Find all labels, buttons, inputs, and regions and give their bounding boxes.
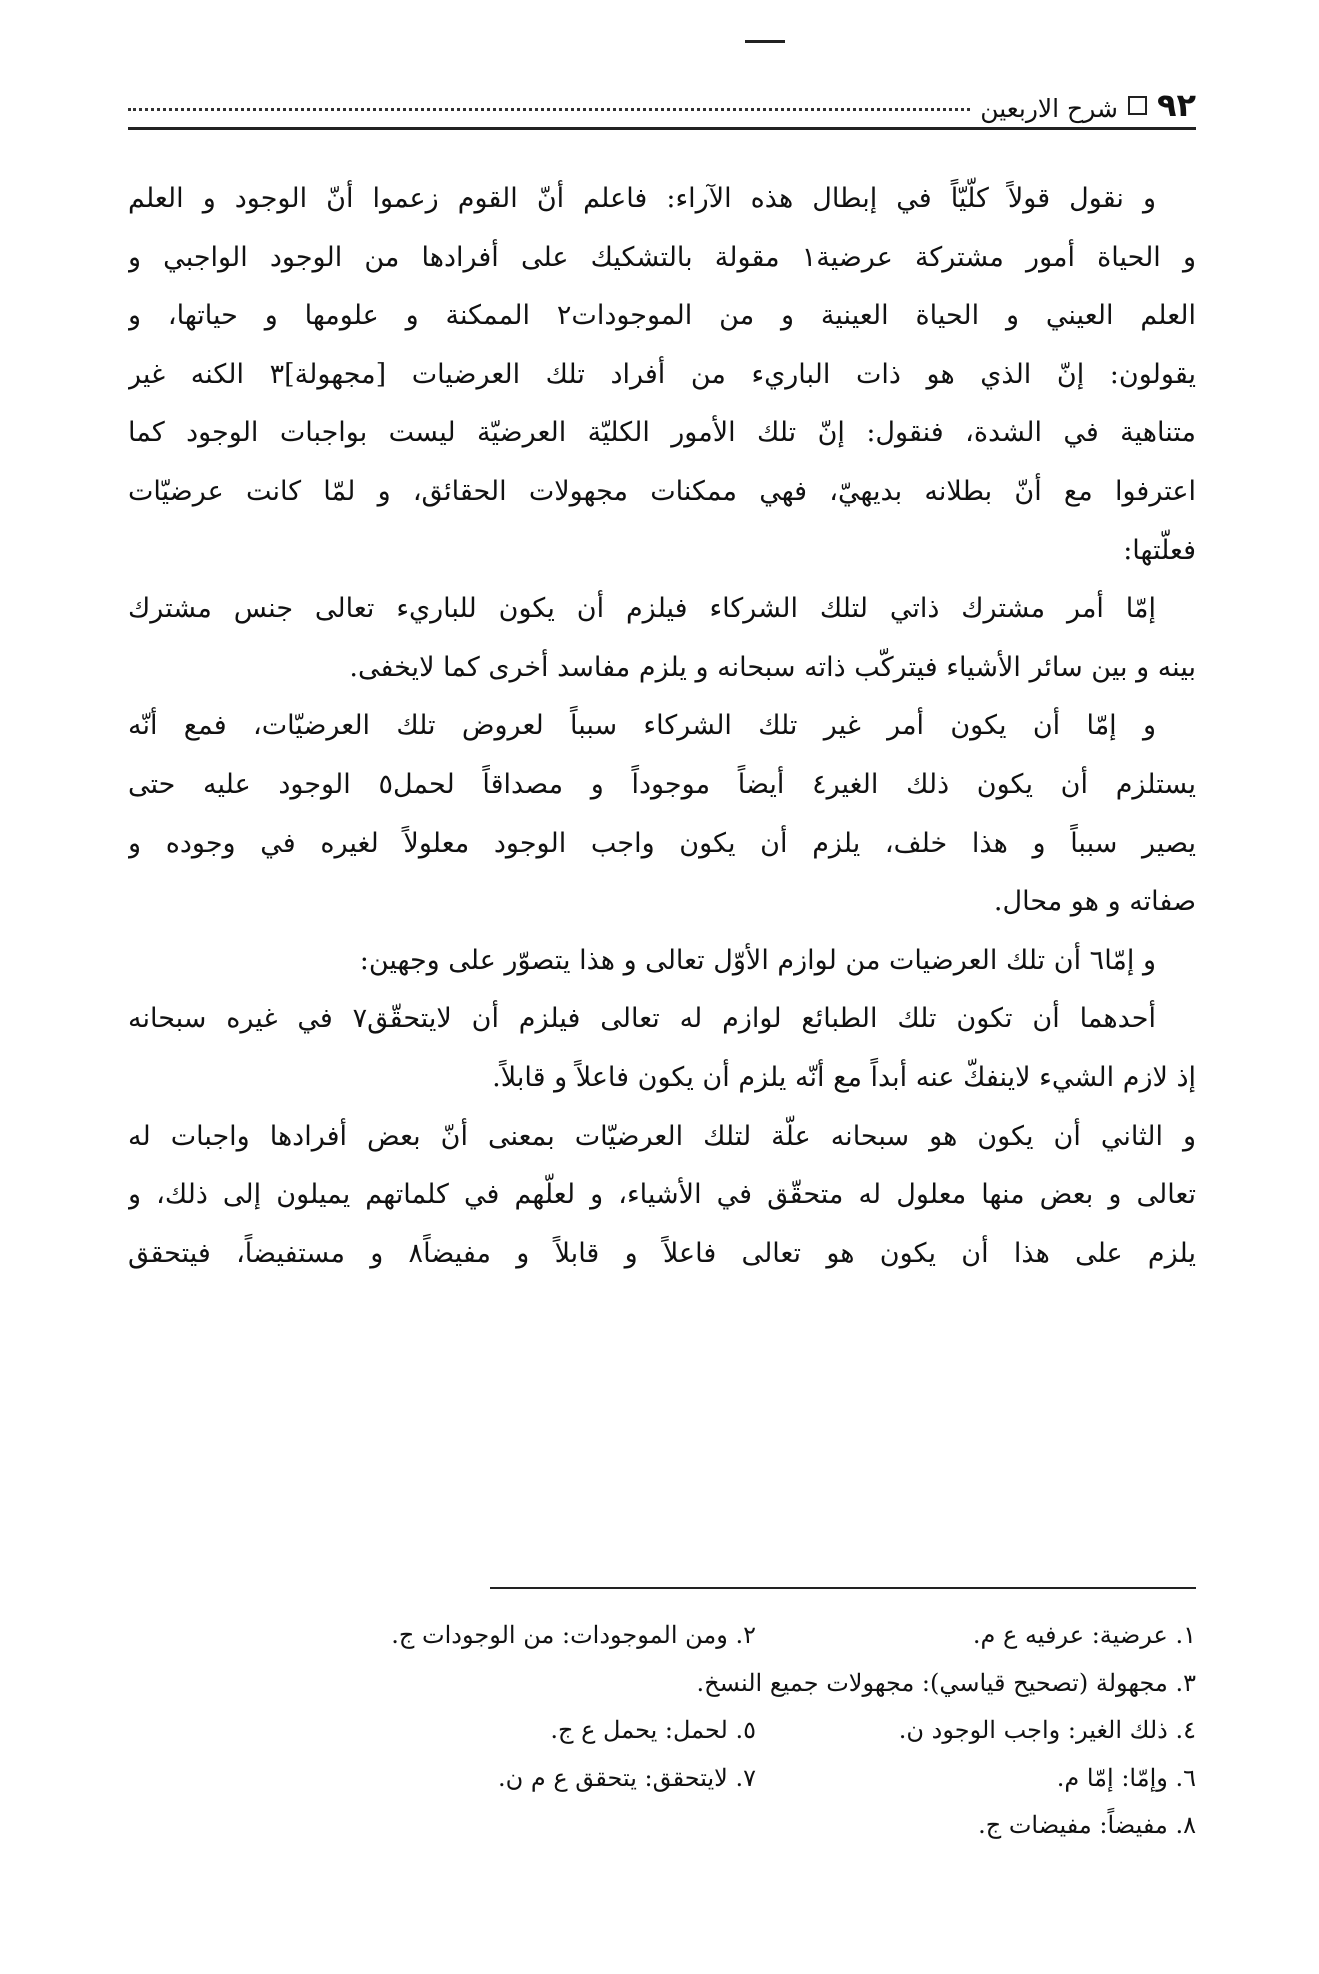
text-line: و إمّا٦ أن تلك العرضيات من لوازم الأوّل تعالى و هذا يتصوّر على وجهين: [359,944,1156,976]
footnote-row [128,1707,1196,1755]
text-line: بينه و بين سائر الأشياء فيتركّب ذاته سبحانه و يلزم مفاسد أخرى كما لايخفى. [349,651,1196,683]
dotted-leader [128,107,970,111]
text-line: يصير سبباً و هذا خلف، يلزم أن يكون واجب الوجود معلولاً لغيره في وجوده و [128,827,1196,859]
text-line: و نقول قولاً كلّيّاً في إبطال هذه الآراء: فاعلم أنّ القوم زعموا أنّ الوجود و العلم [128,183,1156,214]
text-line: أحدهما أن تكون تلك الطبائع لوازم له تعالى فيلزم أن لايتحقّق٧ في غيره سبحانه [128,1003,1157,1035]
footnote-row [128,1612,1196,1660]
footnote-7: ٧. لايتحقق: يتحقق ع م ن. [497,1763,756,1792]
footnote-row [128,1802,1196,1850]
footnote-1: ١. عرضية: عرفيه ع م. [972,1621,1196,1649]
text-line: و إمّا أن يكون أمر غير تلك الشركاء سبباً لعروض تلك العرضيّات، فمع أنّه [128,710,1156,742]
text-line: و الحياة أمور مشتركة عرضية١ مقولة بالتشكيك على أفرادها من الوجود الواجبي و [128,241,1196,273]
text-line: إمّا أمر مشترك ذاتي لتلك الشركاء فيلزم أن يكون للباريء تعالى جنس مشترك [128,593,1156,625]
footnote-4: ٤. ذلك الغير: واجب الوجود ن. [898,1716,1196,1744]
text-line: تعالى و بعض منها معلول له متحقّق في الأشياء، و لعلّهم في كلماتهم يميلون إلى ذلك، و [128,1179,1196,1211]
footnote-5: ٥. لحمل: يحمل ع ج. [550,1716,756,1744]
text-line: و الثاني أن يكون هو سبحانه علّة لتلك العرضيّات بمعنى أنّ بعض أفرادها واجبات له [128,1120,1196,1152]
footnote-divider [490,1587,1196,1589]
footnote-2: ٢. ومن الموجودات: من الوجودات ج. [391,1621,756,1649]
square-ornament-icon [1128,96,1147,115]
text-line: يستلزم أن يكون ذلك الغير٤ أيضاً موجوداً و مصداقاً لحمل٥ الوجود عليه حتى [128,768,1196,800]
page-number: ٩٢ [1156,86,1196,124]
footnote-row [128,1755,1196,1803]
running-title: شرح الاربعين [980,94,1118,123]
footnotes [128,1612,1196,1850]
footnote-3: ٣. مجهولة (تصحيح قياسي): مجهولات جميع النسخ. [696,1668,1196,1697]
text-line: إذ لازم الشيء لاينفكّ عنه أبداً مع أنّه يلزم أن يكون فاعلاً و قابلاً. [492,1061,1196,1093]
text-line: يلزم على هذا أن يكون هو تعالى فاعلاً و قابلاً و مفيضاً٨ و مستفيضاً، فيتحقق [128,1237,1196,1269]
text-line: صفاته و هو محال. [993,886,1196,918]
text-line: فعلّتها: [1123,534,1196,566]
top-page-mark [745,40,785,43]
text-line: العلم العيني و الحياة العينية و من الموجودات٢ الممكنة و علومها و حياتها، و [128,300,1196,332]
page-header [128,68,1196,130]
text-line: يقولون: إنّ الذي هو ذات الباريء من أفراد تلك العرضيات [مجهولة]٣ الكنه غير [128,358,1196,390]
footnote-6: ٦. وإمّا: إمّا م. [1056,1763,1196,1792]
main-text [128,170,1196,1283]
text-line: متناهية في الشدة، فنقول: إنّ تلك الأمور الكليّة العرضيّة ليست بواجبات الوجود كما [128,417,1196,449]
footnote-8: ٨. مفيضاً: مفيضات ج. [978,1811,1196,1839]
text-line: اعترفوا مع أنّ بطلانه بديهيّ، فهي ممكنات مجهولات الحقائق، و لمّا كانت عرضيّات [128,475,1196,507]
footnote-row [128,1660,1196,1708]
